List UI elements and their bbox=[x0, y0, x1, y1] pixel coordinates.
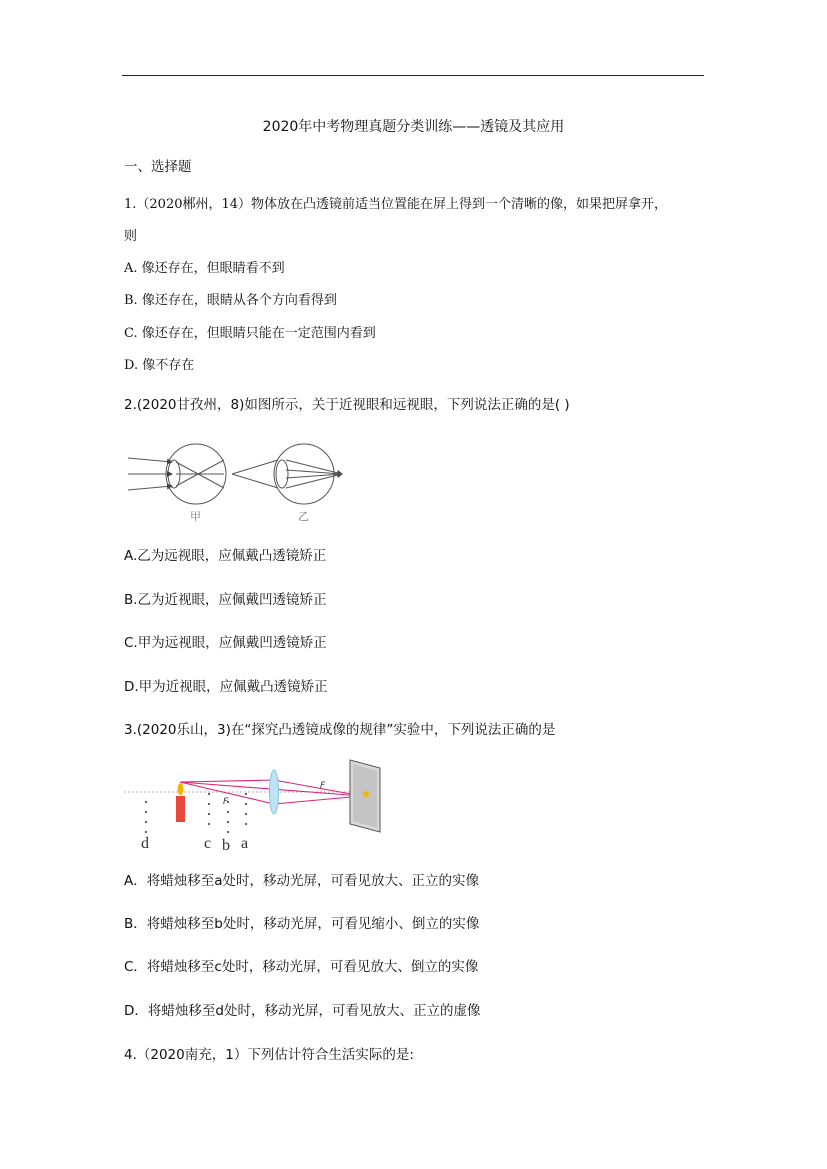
q3-stem: 3.(2020乐山，3)在“探究凸透镜成像的规律”实验中，下列说法正确的是 bbox=[124, 722, 556, 738]
section-heading: 一、选择题 bbox=[124, 159, 192, 175]
eye-jia bbox=[128, 444, 226, 504]
q2-stem: 2.(2020甘孜州，8)如图所示，关于近视眼和远视眼，下列说法正确的是( ) bbox=[124, 397, 570, 413]
label-jia: 甲 bbox=[190, 510, 201, 523]
q1-stem: 1.（2020郴州，14）物体放在凸透镜前适当位置能在屏上得到一个清晰的像，如果把屏拿开， bbox=[124, 197, 668, 212]
eye-diagram bbox=[124, 436, 356, 524]
header-rule bbox=[122, 75, 704, 76]
q3-option-a: A．将蜡烛移至a处时，移动光屏，可看见放大、正立的实像 bbox=[124, 873, 480, 889]
q3-option-c: C．将蜡烛移至c处时，移动光屏，可看见放大、倒立的实像 bbox=[124, 959, 479, 975]
page-title: 2020年中考物理真题分类训练——透镜及其应用 bbox=[262, 119, 565, 135]
q2-option-d: D.甲为近视眼，应佩戴凸透镜矫正 bbox=[124, 679, 328, 695]
q1-option-d: D. 像不存在 bbox=[124, 358, 195, 373]
q3-option-b: B．将蜡烛移至b处时，移动光屏，可看见缩小、倒立的实像 bbox=[124, 916, 480, 932]
label-yi: 乙 bbox=[298, 510, 309, 523]
candle bbox=[176, 796, 185, 822]
q3-option-d: D．将蜡烛移至d处时，移动光屏，可看见放大、正立的虚像 bbox=[124, 1003, 481, 1019]
q2-option-c: C.甲为远视眼，应佩戴凹透镜矫正 bbox=[124, 635, 327, 651]
label-a: a bbox=[241, 835, 249, 852]
convex-lens bbox=[270, 770, 279, 814]
label-b: b bbox=[222, 837, 230, 854]
label-c: c bbox=[204, 835, 212, 852]
focal-label-right: F bbox=[320, 781, 326, 791]
q1-option-c: C. 像还存在，但眼睛只能在一定范围内看到 bbox=[124, 326, 376, 341]
q2-option-a: A.乙为远视眼，应佩戴凸透镜矫正 bbox=[124, 548, 327, 564]
q1-option-a: A. 像还存在，但眼睛看不到 bbox=[124, 261, 285, 276]
q1-stem-cont: 则 bbox=[124, 229, 138, 244]
q2-option-b: B.乙为近视眼，应佩戴凹透镜矫正 bbox=[124, 592, 327, 608]
focal-label-left: F bbox=[223, 797, 229, 807]
candle-flame bbox=[178, 783, 184, 795]
lens-experiment-diagram bbox=[124, 756, 404, 856]
position-markers bbox=[145, 793, 247, 833]
image-on-screen bbox=[363, 791, 369, 797]
q1-option-b: B. 像还存在，眼睛从各个方向看得到 bbox=[124, 293, 337, 308]
q4-stem: 4.（2020南充，1）下列估计符合生活实际的是: bbox=[124, 1047, 414, 1063]
eye-yi bbox=[232, 444, 342, 504]
label-d: d bbox=[141, 835, 149, 852]
